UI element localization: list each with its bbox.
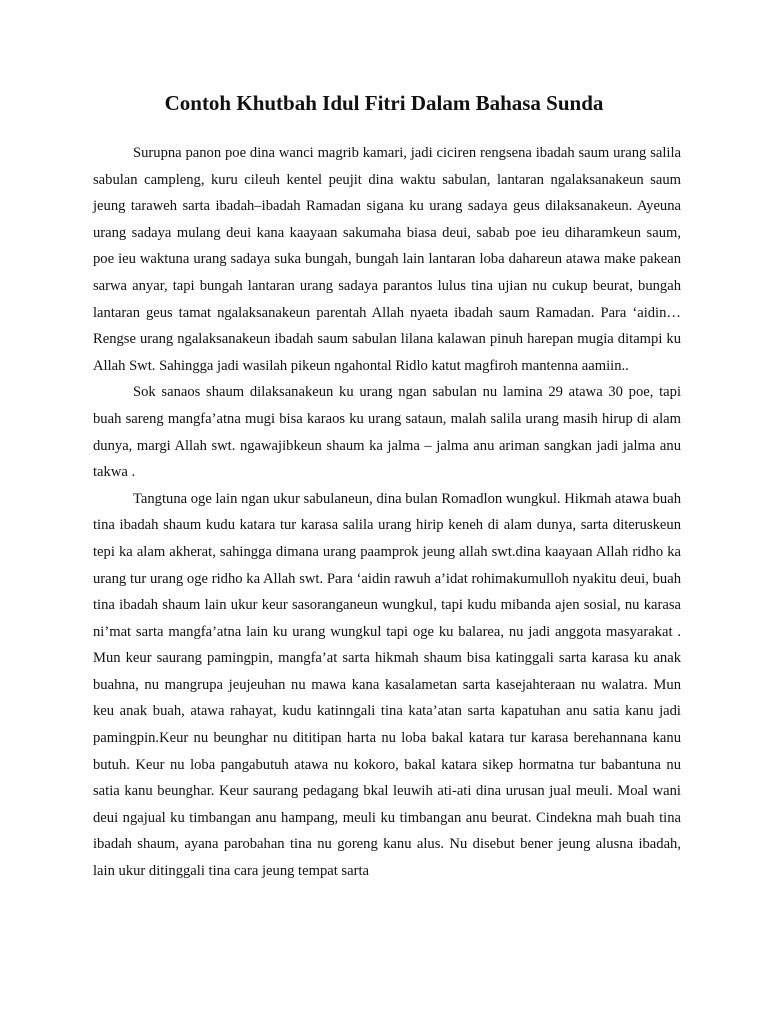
paragraph-2: Sok sanaos shaum dilaksanakeun ku urang ngan sabulan nu lamina 29 atawa 30 poe, tapi buah sareng mangfa’atna mugi bisa karaos ku urang sataun, malah salila urang masih hirup di alam dunya, margi Allah swt. ngawajibkeun shaum ka jalma – jalma anu ariman sangkan jadi jalma anu takwa . (93, 384, 681, 481)
document-body (93, 140, 681, 885)
page-title: Contoh Khutbah Idul Fitri Dalam Bahasa Sunda (164, 91, 604, 115)
paragraph-1: Surupna panon poe dina wanci magrib kamari, jadi ciciren rengsena ibadah saum urang salila sabulan campleng, kuru cileuh kentel peujit dina waktu sabulan, lantaran ngalaksanakeun saum jeung taraweh sarta ibadah–ibadah Ramadan sigana ku urang sadaya geus dilaksanakeun. Ayeuna urang sadaya mulang deui kana kaayaan sakumaha biasa deui, sabab poe ieu diharamkeun saum, poe ieu waktuna urang sadaya suka bungah, bungah lain lantaran loba dahareun atawa make pakean sarwa anyar, tapi bungah lantaran urang sadaya parantos lulus tina ujian nu cukup beurat, bungah lantaran geus tamat ngalaksanakeun parentah Allah nyaeta ibadah saum Ramadan. Para ‘aidin… Rengse urang ngalaksanakeun ibadah saum sabulan lilana kalawan pinuh harepan mugia ditampi ku Allah Swt. Sahingga jadi wasilah pikeun ngahontal Ridlo katut magfiroh mantenna aamiin.. (93, 145, 681, 374)
paragraph-3: Tangtuna oge lain ngan ukur sabulaneun, dina bulan Romadlon wungkul. Hikmah atawa buah tina ibadah shaum kudu katara tur karasa salila urang hirip keneh di alam dunya, sarta diteruskeun tepi ka alam akherat, sahingga dimana urang paamprok jeung allah swt.dina kaayaan Allah ridho ka urang tur urang oge ridho ka Allah swt. Para ‘aidin rawuh a’idat rohimakumulloh nyakitu deui, buah tina ibadah shaum lain ukur keur sasoranganeun wungkul, tapi kudu mibanda ajen sosial, nu karasa ni’mat sarta mangfa’atna lain ku urang wungkul tapi oge ku balarea, nu jadi anggota masyarakat . Mun keur saurang pamingpin, mangfa’at sarta hikmah shaum bisa katinggali sarta karasa ku anak buahna, nu mangrupa jeujeuhan nu mawa kana kasalametan sarta kasejahteraan nu walatra. Mun keu anak buah, atawa rahayat, kudu katinngali tina kata’atan sarta kapatuhan anu satia kanu jadi pamingpin.Keur nu beunghar nu dititipan harta nu loba bakal katara tur karasa berehannana kanu butuh. Keur nu loba pangabutuh atawa nu kokoro, bakal katara sikep hormatna tur babantuna nu satia kanu beunghar. Keur saurang pedagang bkal leuwih ati-ati dina urusan jual meuli. Moal wani deui ngajual ku timbangan anu hampang, meuli ku timbangan anu beurat. Cindekna mah buah tina ibadah shaum, ayana parobahan tina nu goreng kanu alus. Nu disebut bener jeung alusna ibadah, lain ukur ditinggali tina cara jeung tempat sarta (93, 490, 681, 880)
